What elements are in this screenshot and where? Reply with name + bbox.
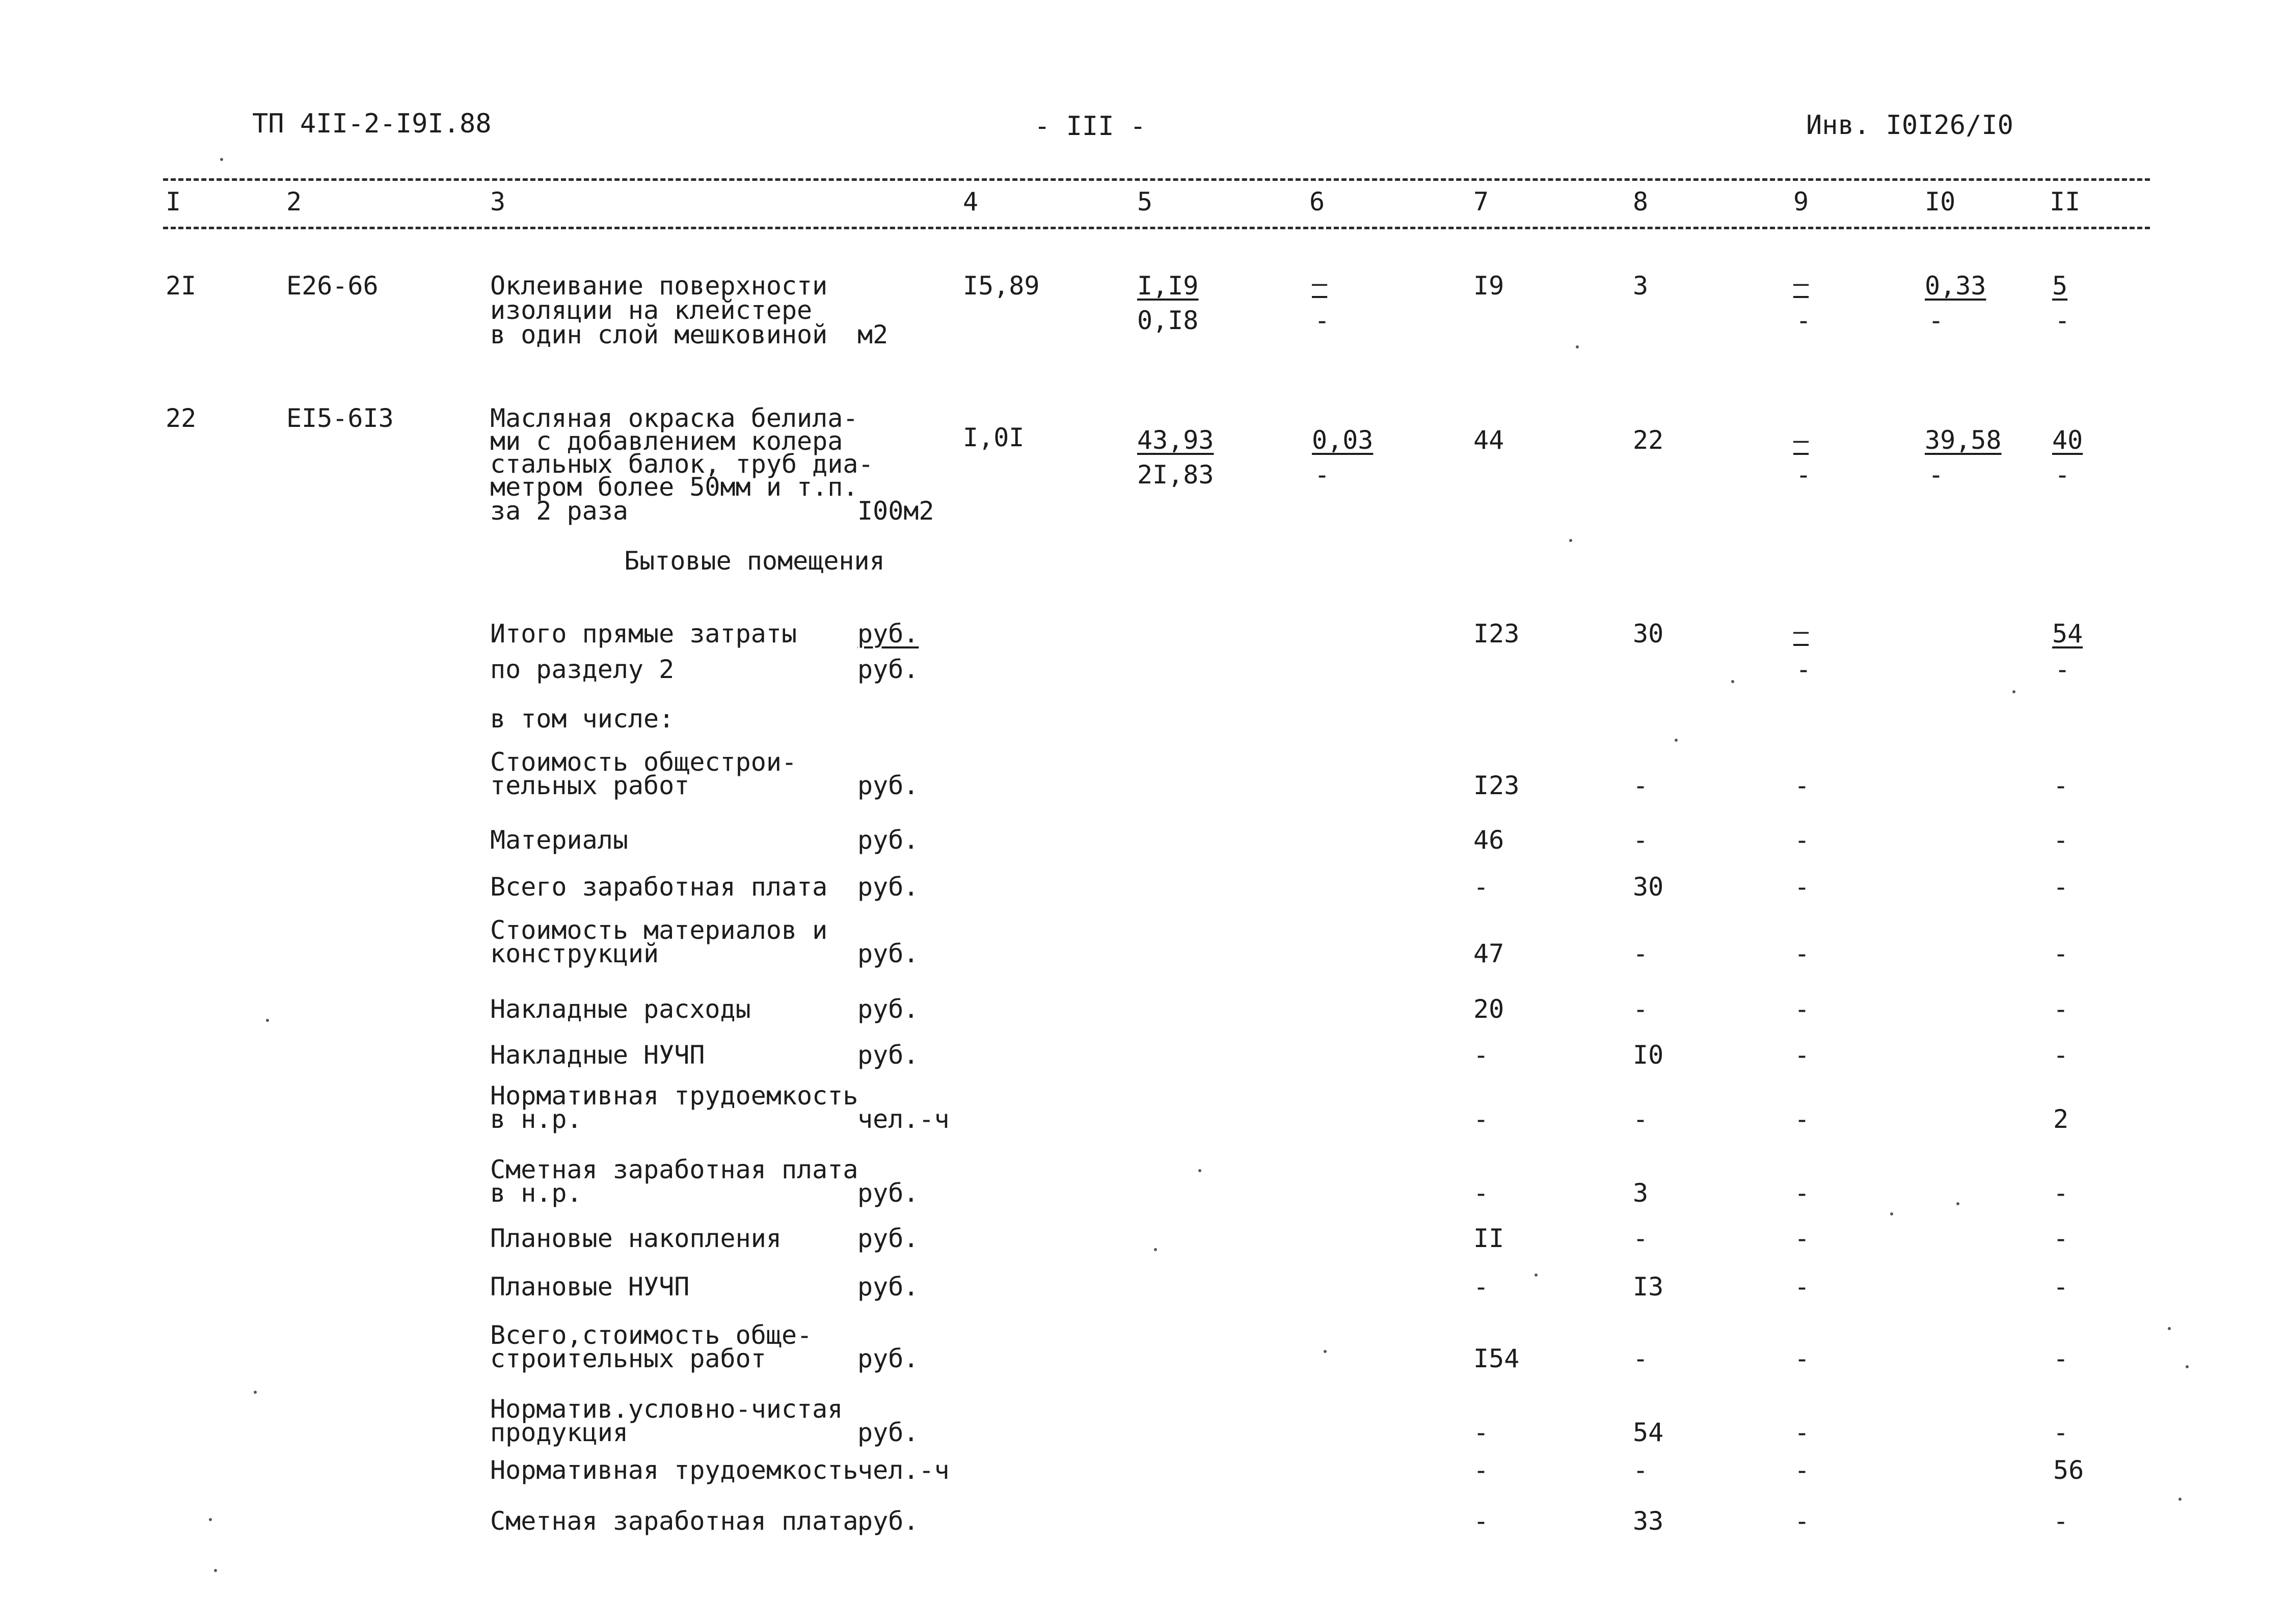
doc-code: ТП 4II-2-I9I.88 xyxy=(252,109,492,139)
breakdown-col8: 54 xyxy=(1633,1418,1664,1447)
col8-value: 22 xyxy=(1633,425,1664,455)
work-description-line: стальных балок, труб диа- xyxy=(490,449,874,479)
work-description-line: за 2 раза xyxy=(490,496,628,526)
breakdown-col9: - xyxy=(1794,1104,1810,1134)
breakdown-col7: - xyxy=(1473,1506,1489,1536)
breakdown-col11: - xyxy=(2053,872,2069,902)
breakdown-col9: - xyxy=(1794,1040,1810,1070)
breakdown-col11: - xyxy=(2053,1272,2069,1302)
breakdown-row-unit: руб. xyxy=(857,1178,919,1208)
breakdown-col11: - xyxy=(2053,1418,2069,1447)
unit-cost-total: 43,93 xyxy=(1137,425,1214,455)
breakdown-col11: - xyxy=(2053,939,2069,968)
scan-speck xyxy=(1731,680,1734,683)
breakdown-row-label: Всего заработная плата xyxy=(490,872,828,902)
col10-value: 0,33 xyxy=(1925,271,1986,301)
breakdown-col7: - xyxy=(1473,872,1489,902)
breakdown-row-label: тельных работ xyxy=(490,771,690,800)
breakdown-col11: - xyxy=(2053,1506,2069,1536)
unit-cost-total: I,I9 xyxy=(1137,271,1199,301)
breakdown-row-label: Сметная заработная плата xyxy=(490,1155,858,1184)
breakdown-col9: - xyxy=(1794,994,1810,1024)
quantity: I5,89 xyxy=(963,271,1040,301)
col10-value-sub: - xyxy=(1928,306,1944,335)
col6-value: 0,03 xyxy=(1312,425,1374,455)
breakdown-col8: 3 xyxy=(1633,1178,1649,1208)
breakdown-col7: 20 xyxy=(1473,994,1504,1024)
breakdown-row-label: в н.р. xyxy=(490,1104,582,1134)
breakdown-col9: - xyxy=(1794,1178,1810,1208)
totals-col8: 30 xyxy=(1633,619,1664,648)
breakdown-row-unit: чел.-ч xyxy=(857,1455,950,1485)
col6-value: – xyxy=(1312,268,1328,298)
scan-speck xyxy=(2186,1365,2189,1368)
col11-value: 40 xyxy=(2052,425,2083,455)
breakdown-row-label: Накладные расходы xyxy=(490,994,751,1024)
col-header-3: 3 xyxy=(490,187,506,216)
breakdown-col7: - xyxy=(1473,1178,1489,1208)
breakdown-col9: - xyxy=(1794,825,1810,855)
col11-value: 5 xyxy=(2052,271,2068,301)
col-header-8: 8 xyxy=(1633,187,1649,216)
breakdown-row-label: Стоимость общестрои- xyxy=(490,747,797,777)
breakdown-row-label: строительных работ xyxy=(490,1344,766,1373)
col9-value-sub: - xyxy=(1796,306,1812,335)
breakdown-col8: I3 xyxy=(1633,1272,1664,1302)
scan-speck xyxy=(220,158,223,161)
work-description-line: ми с добавлением колера xyxy=(490,426,843,456)
breakdown-row-label: Плановые НУЧП xyxy=(490,1272,690,1302)
breakdown-row-unit: руб. xyxy=(857,825,919,855)
breakdown-col9: - xyxy=(1794,1455,1810,1485)
breakdown-row-unit: руб. xyxy=(857,872,919,902)
breakdown-row-unit: руб. xyxy=(857,1272,919,1302)
item-number: 22 xyxy=(166,403,197,433)
breakdown-row-label: Плановые накопления xyxy=(490,1224,782,1253)
breakdown-row-unit: руб. xyxy=(857,1224,919,1253)
col-header-2: 2 xyxy=(286,187,302,216)
scan-speck xyxy=(1569,539,1572,542)
totals-col7: I23 xyxy=(1473,619,1520,648)
totals-col9-sub: - xyxy=(1796,655,1812,684)
breakdown-col8: - xyxy=(1633,994,1649,1024)
breakdown-col11: - xyxy=(2053,771,2069,800)
breakdown-row-label: Материалы xyxy=(490,825,628,855)
col6-value-sub: - xyxy=(1314,306,1330,335)
breakdown-col7: I23 xyxy=(1473,771,1520,800)
scan-speck xyxy=(1198,1169,1201,1172)
work-description-line: изоляции на клейстере xyxy=(490,295,813,325)
breakdown-col8: 30 xyxy=(1633,872,1664,902)
breakdown-row-label: Стоимость материалов и xyxy=(490,915,828,945)
breakdown-row-unit: руб. xyxy=(857,1344,919,1373)
col-header-5: 5 xyxy=(1137,187,1153,216)
breakdown-row-unit: руб. xyxy=(857,939,919,968)
header-rule-top xyxy=(163,178,2150,181)
unit-cost-wages: 0,I8 xyxy=(1137,306,1199,335)
col-header-6: 6 xyxy=(1309,187,1325,216)
col-header-7: 7 xyxy=(1473,187,1489,216)
header-rule-bottom xyxy=(163,227,2150,229)
breakdown-col8: - xyxy=(1633,1224,1649,1253)
breakdown-col9: - xyxy=(1794,1344,1810,1373)
scan-speck xyxy=(209,1518,212,1521)
breakdown-col8: 33 xyxy=(1633,1506,1664,1536)
breakdown-row-unit: чел.-ч xyxy=(857,1104,950,1134)
breakdown-col9: - xyxy=(1794,872,1810,902)
breakdown-col8: - xyxy=(1633,1455,1649,1485)
breakdown-col11: - xyxy=(2053,994,2069,1024)
work-description-line: метром более 50мм и т.п. xyxy=(490,472,858,502)
breakdown-row-unit: руб. xyxy=(857,1040,919,1070)
totals-label-sub: по разделу 2 xyxy=(490,655,675,684)
breakdown-col7: II xyxy=(1473,1224,1504,1253)
totals-unit: руб. xyxy=(857,619,919,648)
breakdown-col9: - xyxy=(1794,1224,1810,1253)
breakdown-row-label: Норматив.условно-чистая xyxy=(490,1394,843,1424)
col7-value: I9 xyxy=(1473,271,1504,301)
work-description-line: Оклеивание поверхности xyxy=(490,271,828,301)
col-header-10: I0 xyxy=(1925,187,1956,216)
breakdown-col9: - xyxy=(1794,1418,1810,1447)
breakdown-row-label: Накладные НУЧП xyxy=(490,1040,705,1070)
breakdown-col8: - xyxy=(1633,939,1649,968)
breakdown-row-label: Сметная заработная плата xyxy=(490,1506,858,1536)
col10-value-sub: - xyxy=(1928,460,1944,490)
breakdown-col9: - xyxy=(1794,1506,1810,1536)
breakdown-col8: - xyxy=(1633,771,1649,800)
col-header-9: 9 xyxy=(1793,187,1809,216)
breakdown-col11: - xyxy=(2053,1344,2069,1373)
totals-col9: – xyxy=(1793,616,1809,646)
breakdown-row-unit: руб. xyxy=(857,771,919,800)
breakdown-col11: 56 xyxy=(2053,1455,2084,1485)
scan-speck xyxy=(266,1019,269,1022)
rate-code: ЕI5-6I3 xyxy=(286,403,394,433)
breakdown-col7: - xyxy=(1473,1040,1489,1070)
scan-speck xyxy=(1324,1350,1327,1353)
scan-speck xyxy=(2168,1327,2171,1330)
breakdown-col7: - xyxy=(1473,1272,1489,1302)
including-label: в том числе: xyxy=(490,704,675,734)
col7-value: 44 xyxy=(1473,425,1504,455)
breakdown-col8: - xyxy=(1633,1344,1649,1373)
scan-speck xyxy=(2012,690,2015,693)
totals-unit-sub: руб. xyxy=(857,655,919,684)
scan-speck xyxy=(1956,1202,1959,1205)
breakdown-col9: - xyxy=(1794,939,1810,968)
rate-code: Е26-66 xyxy=(286,271,379,301)
unit: м2 xyxy=(857,320,889,349)
unit-cost-wages: 2I,83 xyxy=(1137,460,1214,490)
breakdown-col7: - xyxy=(1473,1455,1489,1485)
breakdown-col9: - xyxy=(1794,771,1810,800)
work-description-line: в один слой мешковиной xyxy=(490,320,828,349)
scan-speck xyxy=(1675,739,1678,742)
breakdown-row-label: Нормативная трудоемкость xyxy=(490,1455,858,1485)
col-header-1: I xyxy=(166,187,181,216)
totals-label: Итого прямые затраты xyxy=(490,619,797,648)
breakdown-col11: - xyxy=(2053,1178,2069,1208)
breakdown-col7: 47 xyxy=(1473,939,1504,968)
breakdown-col11: - xyxy=(2053,825,2069,855)
col11-value-sub: - xyxy=(2055,460,2070,490)
breakdown-row-label: продукция xyxy=(490,1418,628,1447)
col-header-4: 4 xyxy=(963,187,979,216)
breakdown-row-unit: руб. xyxy=(857,994,919,1024)
breakdown-row-label: конструкций xyxy=(490,939,659,968)
col9-value: – xyxy=(1793,268,1809,298)
scan-speck xyxy=(1890,1212,1893,1215)
item-number: 2I xyxy=(166,271,197,301)
col6-value-sub: - xyxy=(1314,460,1330,490)
breakdown-col11: - xyxy=(2053,1224,2069,1253)
breakdown-col8: - xyxy=(1633,1104,1649,1134)
breakdown-row-unit: руб. xyxy=(857,1418,919,1447)
breakdown-row-label: Нормативная трудоемкость xyxy=(490,1081,858,1111)
breakdown-row-label: Всего,стоимость обще- xyxy=(490,1320,813,1350)
breakdown-col7: I54 xyxy=(1473,1344,1520,1373)
breakdown-col7: - xyxy=(1473,1104,1489,1134)
breakdown-col7: - xyxy=(1473,1418,1489,1447)
scan-speck xyxy=(1576,345,1579,348)
scan-speck xyxy=(254,1391,257,1394)
col8-value: 3 xyxy=(1633,271,1649,301)
col9-value-sub: - xyxy=(1796,460,1812,490)
breakdown-row-unit: руб. xyxy=(857,1506,919,1536)
breakdown-col7: 46 xyxy=(1473,825,1504,855)
col-header-11: II xyxy=(2050,187,2081,216)
scan-speck xyxy=(214,1569,217,1572)
quantity: I,0I xyxy=(963,423,1025,452)
col10-value: 39,58 xyxy=(1925,425,2002,455)
breakdown-col9: - xyxy=(1794,1272,1810,1302)
breakdown-row-label: в н.р. xyxy=(490,1178,582,1208)
breakdown-col11: 2 xyxy=(2053,1104,2069,1134)
section-heading: Бытовые помещения xyxy=(624,546,885,576)
scan-speck xyxy=(1154,1248,1157,1251)
work-description-line: Масляная окраска белила- xyxy=(490,403,858,433)
col9-value: – xyxy=(1793,425,1809,455)
page-number: - III - xyxy=(1034,111,1146,142)
breakdown-col11: - xyxy=(2053,1040,2069,1070)
totals-col11-sub: - xyxy=(2055,655,2070,684)
scan-speck xyxy=(2178,1498,2182,1501)
scan-speck xyxy=(1535,1274,1538,1277)
breakdown-col8: - xyxy=(1633,825,1649,855)
totals-col11: 54 xyxy=(2052,619,2083,648)
col11-value-sub: - xyxy=(2055,306,2070,335)
breakdown-col8: I0 xyxy=(1633,1040,1664,1070)
unit: I00м2 xyxy=(857,496,934,526)
inventory-number: Инв. I0I26/I0 xyxy=(1806,110,2013,141)
